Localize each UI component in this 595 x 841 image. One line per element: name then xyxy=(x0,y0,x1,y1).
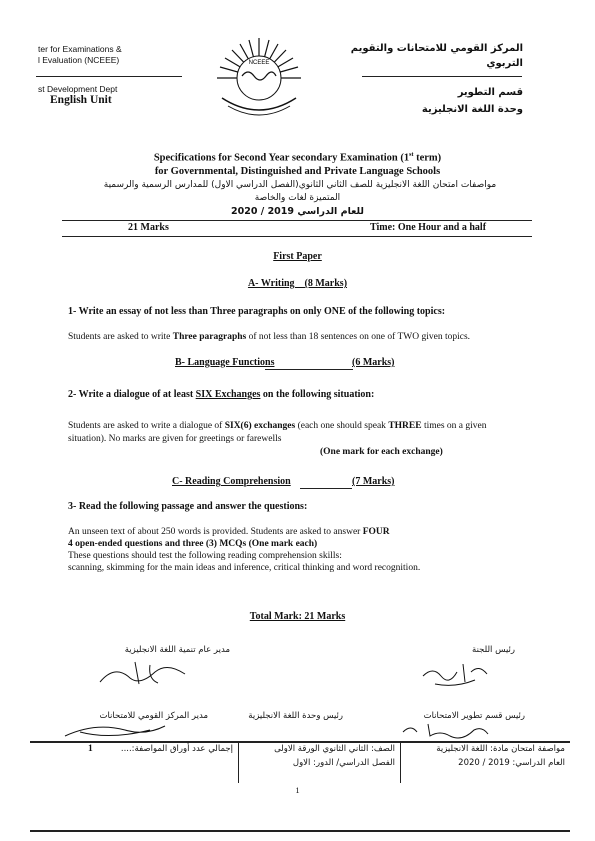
signature-committee-head xyxy=(415,658,495,688)
question-2-title: 2- Write a dialogue of at least SIX Exchanges on the following situation: xyxy=(68,389,375,400)
sig-label-exam-dev-head: رئيس قسم تطوير الامتحانات xyxy=(423,711,525,721)
title-line-2: for Governmental, Distinguished and Private Language Schools xyxy=(154,166,441,177)
first-paper-heading: First Paper xyxy=(273,251,322,262)
header-right-divider xyxy=(362,76,522,77)
section-c-underline-gap xyxy=(300,488,352,489)
sig-label-committee-head: رئيس اللجنة xyxy=(472,645,515,655)
nceee-logo xyxy=(212,34,306,120)
question-1-title: 1- Write an essay of not less than Three paragraphs on only ONE of the following topics: xyxy=(68,306,446,317)
footer-rule-top xyxy=(30,741,570,743)
sig-label-english-unit-head: رئيس وحدة اللغة الانجليزية xyxy=(248,711,343,721)
page-number: 1 xyxy=(295,785,300,795)
header-dept-en: st Development Dept xyxy=(38,84,118,94)
question-3-title: 3- Read the following passage and answer the questions: xyxy=(68,501,308,512)
footer-pages-label: إجمالي عدد أوراق المواصفة:.... xyxy=(120,744,233,754)
header-dept-ar: قسم التطوير xyxy=(457,87,523,98)
section-c-heading: C- Reading Comprehension xyxy=(172,476,291,487)
section-c-marks: (7 Marks) xyxy=(352,476,395,487)
footer-divider-2 xyxy=(400,741,401,783)
footer-grade: الصف: الثاني الثانوي الورقة الاولى xyxy=(274,744,395,754)
footer-rule-bottom xyxy=(30,830,570,832)
title-rule-bottom xyxy=(62,236,532,237)
question-3-body: An unseen text of about 250 words is provided. Students are asked to answer FOUR 4 open-ended questions and three (3) MCQs (One mark each) These questions should test the following reading comprehension skills: scanning, skimming for the main ideas and inference, critical thinking and word recognition. xyxy=(68,527,421,573)
title-ar-line-3: للعام الدراسي 2019 / 2020 xyxy=(231,206,364,217)
title-ar-line-2: المتميزة لغات والخاصة xyxy=(254,193,341,203)
signature-exam-dev-head xyxy=(398,718,498,740)
header-center-name-ar: المركز القومي للامتحانات والتقويم xyxy=(350,43,523,54)
header-unit-ar: وحدة اللغة الانجليزية xyxy=(421,104,523,115)
header-unit-en: English Unit xyxy=(50,94,112,106)
sig-label-center-manager: مدير المركز القومي للامتحانات xyxy=(99,711,208,721)
title-line-1: Specifications for Second Year secondary Examination (1st term) xyxy=(153,152,442,164)
footer-term: الفصل الدراسي/ الدور: الاول xyxy=(292,758,395,768)
question-2-note: (One mark for each exchange) xyxy=(320,447,443,457)
question-1-body: Students are asked to write Three paragraphs of not less than 18 sentences on one of TWO given topics. xyxy=(68,332,471,342)
total-mark: Total Mark: 21 Marks xyxy=(249,611,346,622)
title-rule-top xyxy=(62,220,532,221)
section-a-heading: A- Writing (8 Marks) xyxy=(247,278,348,289)
logo-text: NCEEE xyxy=(248,60,270,66)
signature-center-manager xyxy=(60,718,170,742)
footer-spec-subject: مواصفة امتحان مادة: اللغة الانجليزية xyxy=(436,744,565,754)
header-center-name-en-1: ter for Examinations & xyxy=(38,44,122,54)
footer-divider-1 xyxy=(238,741,239,783)
total-marks-label: 21 Marks xyxy=(128,222,169,233)
signature-english-dev-manager xyxy=(95,657,195,691)
sig-label-english-dev-manager: مدير عام تنمية اللغة الانجليزية xyxy=(124,645,230,655)
footer-pages-value: 1 xyxy=(88,744,93,754)
header-center-name-ar-2: التربوي xyxy=(486,58,523,69)
section-b-underline-gap xyxy=(265,369,353,370)
header-left-divider xyxy=(36,76,182,77)
question-2-body: Students are asked to write a dialogue of SIX(6) exchanges (each one should speak THREE times on a given situation). No marks are given for greetings or farewells xyxy=(68,421,487,444)
header-center-name-en-2: l Evaluation (NCEEE) xyxy=(38,55,120,65)
footer-spec-year: العام الدراسي: 2019 / 2020 xyxy=(458,758,565,768)
title-ar-line-1: مواصفات امتحان اللغة الانجليزية للصف الثاني الثانوي(الفصل الدراسي الاول) للمدارس الرسمية والرسمية xyxy=(103,180,497,190)
time-label: Time: One Hour and a half xyxy=(370,222,487,233)
section-b-marks: (6 Marks) xyxy=(352,357,395,368)
section-b-heading: B- Language Functions xyxy=(175,357,275,368)
